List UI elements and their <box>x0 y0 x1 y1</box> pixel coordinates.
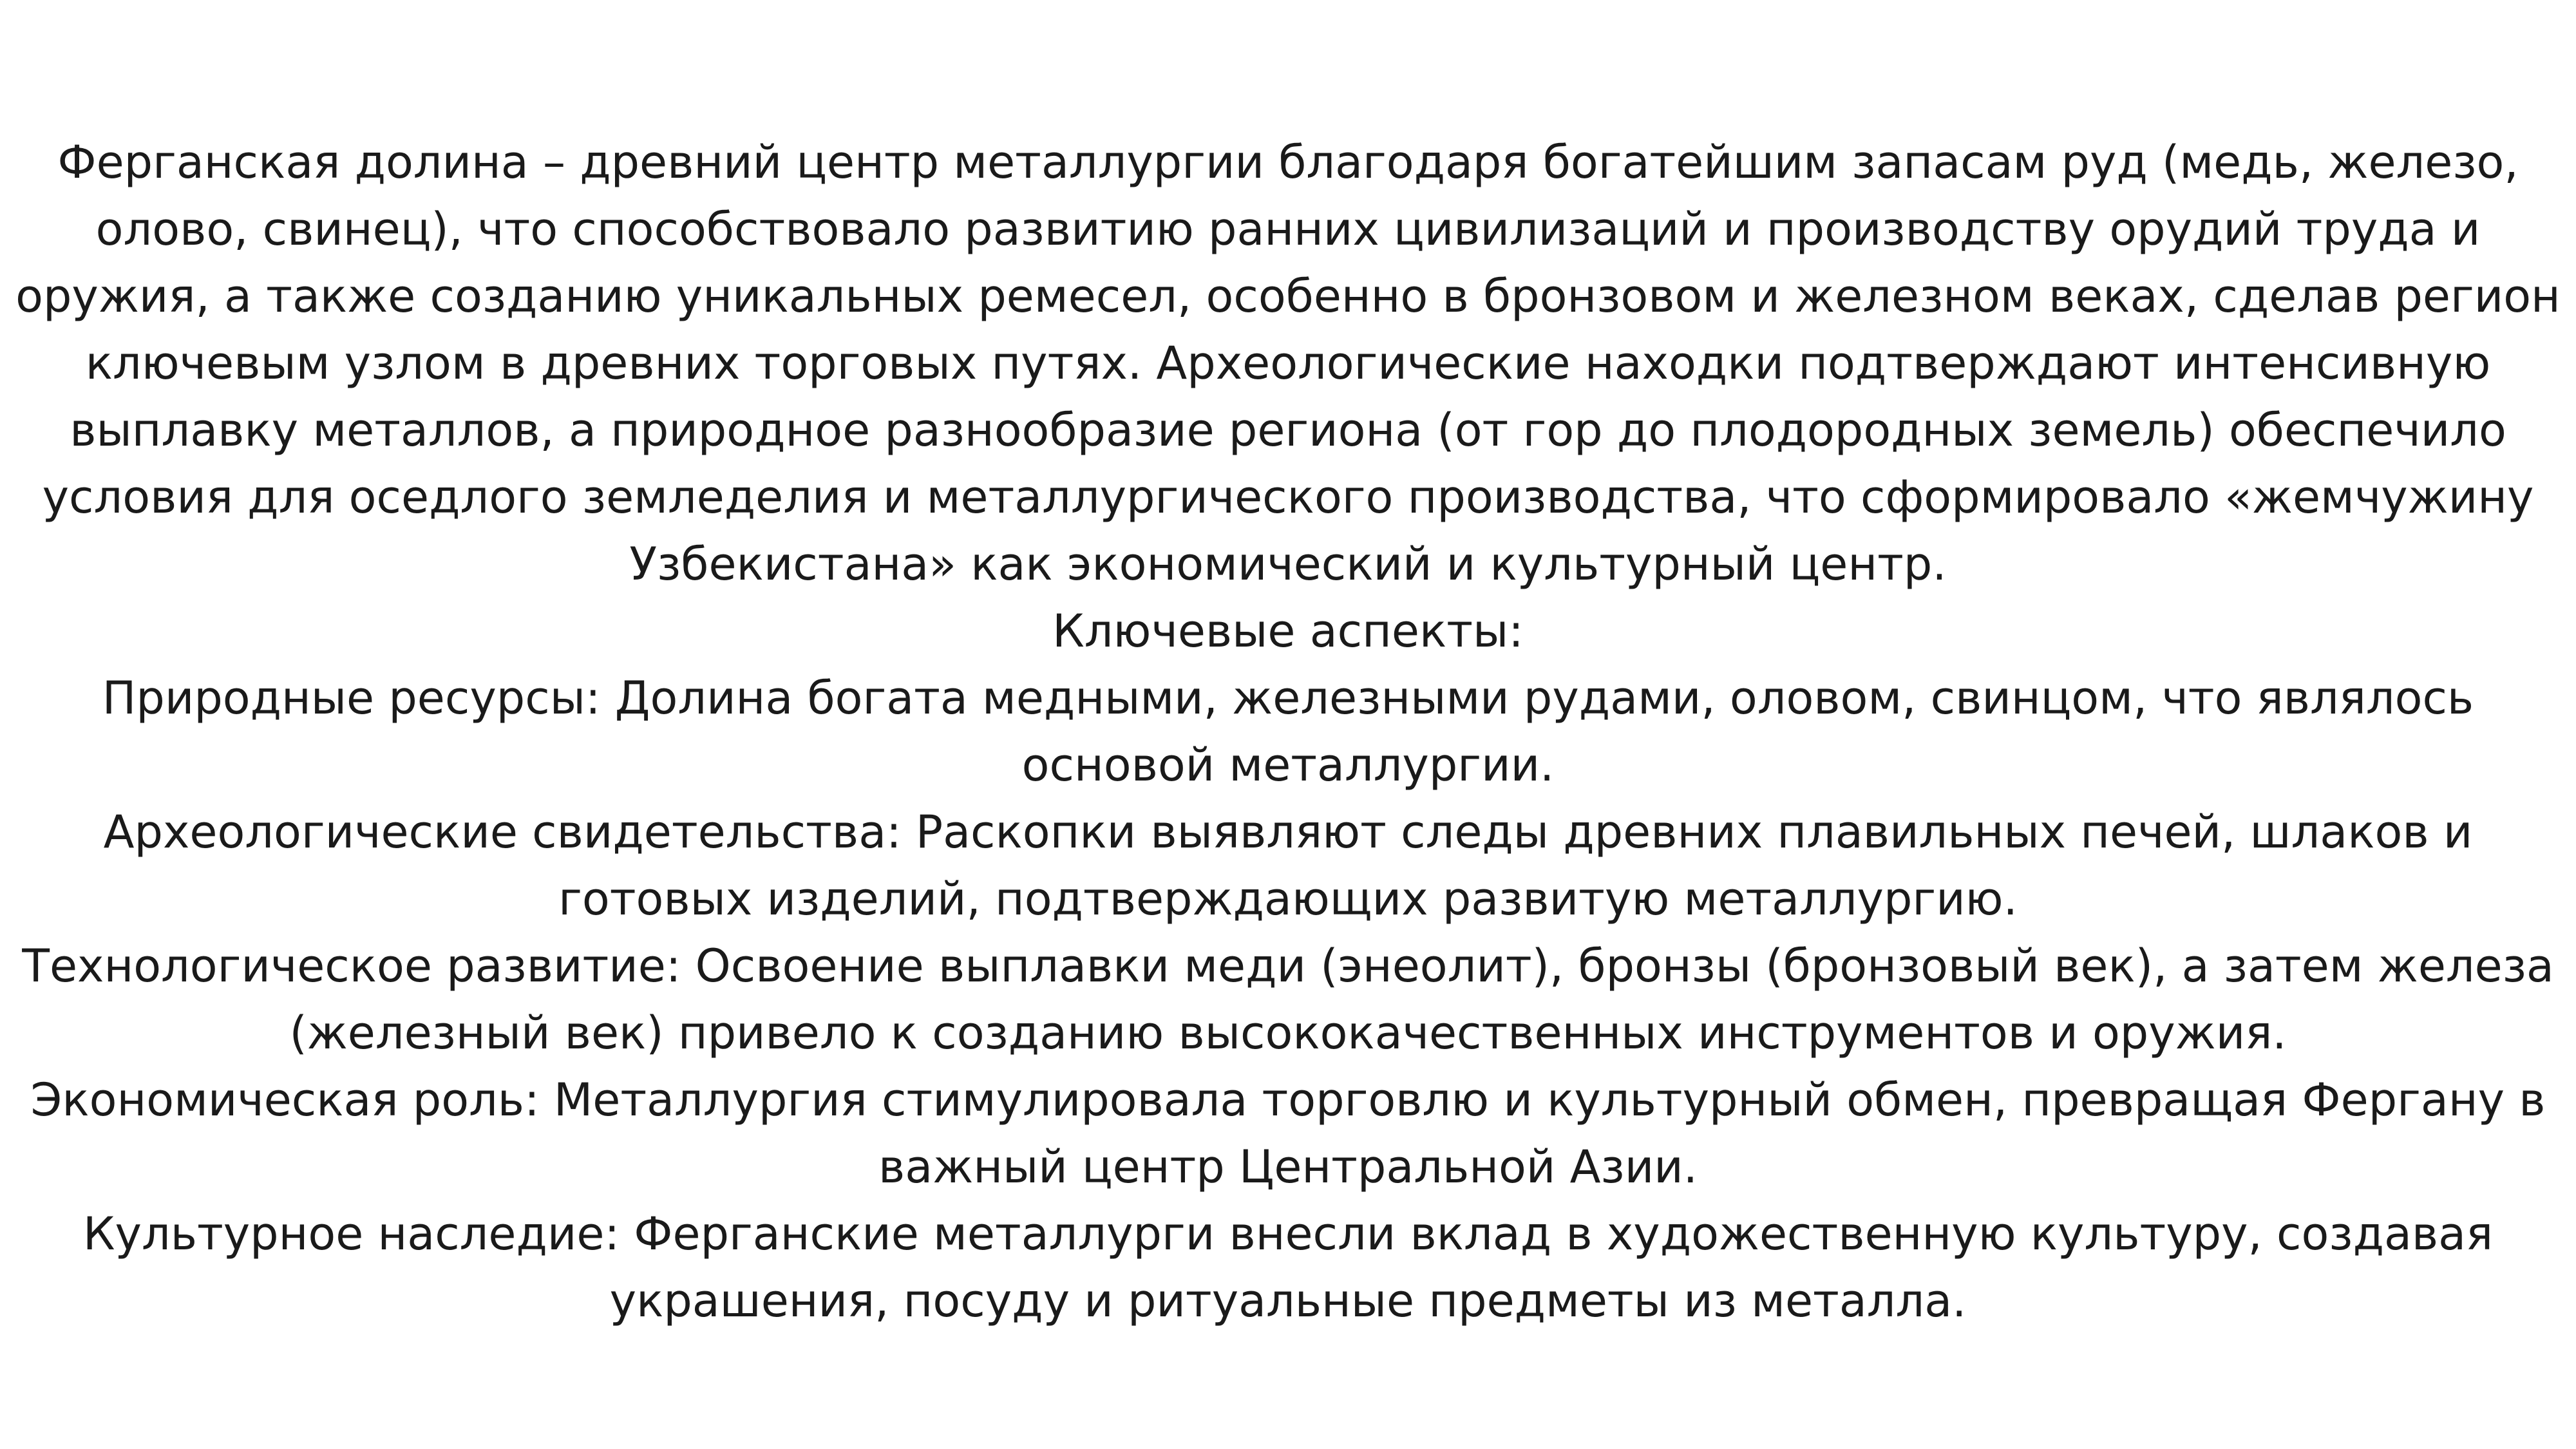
aspects-heading: Ключевые аспекты: <box>1052 605 1524 658</box>
text-block <box>0 129 2576 1334</box>
intro-paragraph: Ферганская долина – древний центр металлургии благодаря богатейшим запасам руд (медь, железо, олово, свинец), что способствовало развитию ранних цивилизаций и производству орудий труда и оружия, а также созданию уникальных ремесел, особенно в бронзовом и железном веках, сделав регион ключевым узлом в древних торговых путях. Археологические находки подтверждают интенсивную выплавку металлов, а природное разнообразие региона (от гор до плодородных земель) обеспечило условия для оседлого земледелия и металлургического производства, что сформировало «жемчужину Узбекистана» как экономический и культурный центр. <box>15 136 2561 591</box>
aspect-archaeological-evidence: Археологические свидетельства: Раскопки выявляют следы древних плавильных печей, шлаков и готовых изделий, подтверждающих развитую металлургию. <box>103 806 2473 925</box>
aspect-cultural-heritage: Культурное наследие: Ферганские металлурги внесли вклад в художественную культуру, создавая украшения, посуду и ритуальные предметы из металла. <box>82 1208 2494 1327</box>
aspect-economic-role: Экономическая роль: Металлургия стимулировала торговлю и культурный обмен, превращая Фергану в важный центр Центральной Азии. <box>30 1074 2546 1193</box>
aspect-natural-resources: Природные ресурсы: Долина богата медными, железными рудами, оловом, свинцом, что являлось основой металлургии. <box>102 672 2474 791</box>
aspect-technological-development: Технологическое развитие: Освоение выплавки меди (энеолит), бронзы (бронзовый век), а затем железа (железный век) привело к созданию высококачественных инструментов и оружия. <box>22 940 2554 1059</box>
